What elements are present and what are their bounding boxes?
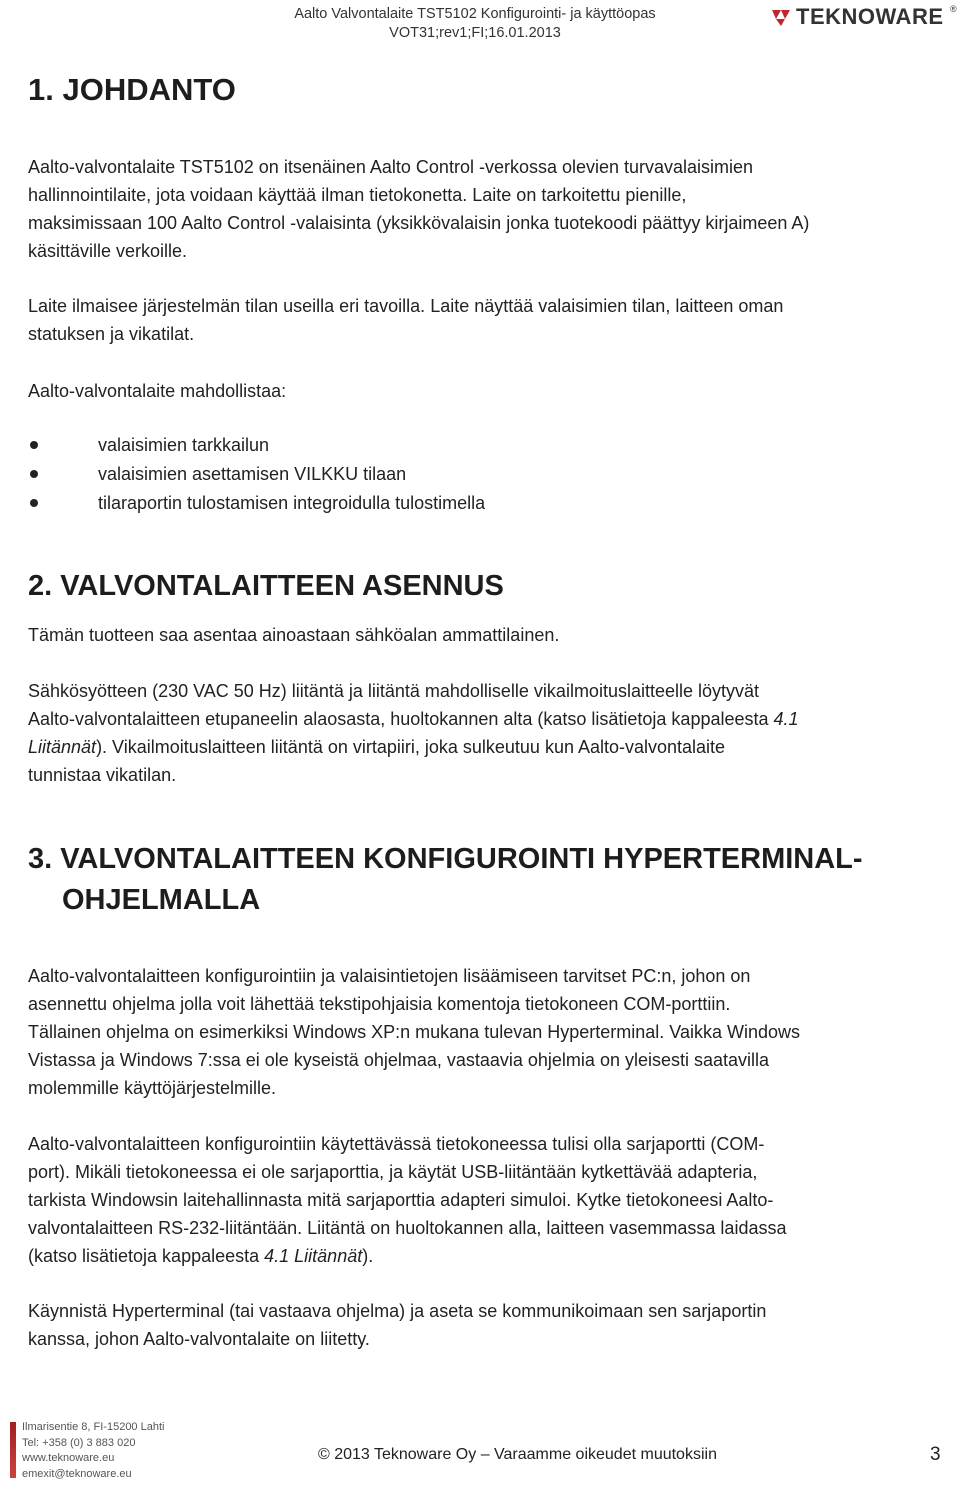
hyperterminal-paragraph-line: kanssa, johon Aalto-valvontalaite on liitetty. (28, 1329, 370, 1349)
teknoware-logo (768, 4, 958, 30)
config-paragraph-line: asennettu ohjelma jolla voit lähettää tekstipohjaisia komentoja tietokoneen COM-porttiin. (28, 994, 731, 1014)
intro-paragraph-line: hallinnointilaite, jota voidaan käyttää ilman tietokonetta. Laite on tarkoitettu pienille, (28, 185, 687, 205)
section-reference: 4.1 (773, 709, 799, 729)
list-item-text: valaisimien tarkkailun (98, 435, 270, 455)
section-1-heading: 1. JOHDANTO (28, 72, 236, 107)
section-2-heading: 2. VALVONTALAITTEEN ASENNUS (28, 570, 504, 602)
bullet-icon (30, 470, 38, 478)
serial-port-paragraph-line: valvontalaitteen RS-232-liitäntään. Liitäntä on huoltokannen alla, laitteen vasemmassa laidassa (28, 1218, 787, 1238)
document-title: Aalto Valvontalaite TST5102 Konfigurointi- ja käyttöopas (294, 6, 656, 22)
installation-paragraph-line: tunnistaa vikatilan. (28, 765, 177, 785)
section-reference: 4.1 Liitännät (264, 1246, 363, 1266)
status-paragraph-line: statuksen ja vikatilat. (28, 324, 195, 344)
status-paragraph-line: Laite ilmaisee järjestelmän tilan useilla eri tavoilla. Laite näyttää valaisimien tilan, laitteen oman (28, 296, 784, 316)
installation-paragraph-line: Sähkösyötteen (230 VAC 50 Hz) liitäntä ja liitäntä mahdolliselle vikailmoituslaitteelle löytyvät (28, 681, 760, 701)
intro-paragraph-line: käsittäville verkoille. (28, 241, 188, 261)
list-item-text: tilaraportin tulostamisen integroidulla tulostimella (98, 493, 486, 513)
bullet-icon (30, 441, 38, 449)
installation-paragraph-line: Liitännät). Vikailmoituslaitteen liitäntä on virtapiiri, joka sulkeutuu kun Aalto-valvontalaite (28, 737, 726, 757)
registered-mark: ® (950, 4, 957, 14)
address-accent-bar (10, 1422, 16, 1478)
intro-paragraph-line: maksimissaan 100 Aalto Control -valaisinta (yksikkövalaisin jonka tuotekoodi päättyy kirjaimeen A) (28, 213, 810, 233)
intro-paragraph-line: Aalto-valvontalaite TST5102 on itsenäinen Aalto Control -verkossa olevien turvavalaisimien (28, 157, 754, 177)
config-paragraph-line: Vistassa ja Windows 7:ssa ei ole kyseistä ohjelmaa, vastaavia ohjelmia on yleisesti saatavilla (28, 1050, 770, 1070)
features-intro: Aalto-valvontalaite mahdollistaa: (28, 381, 287, 401)
logo-text: TEKNOWARE (796, 4, 944, 29)
serial-port-paragraph-line: tarkista Windowsin laitehallinnasta mitä sarjaporttia adapteri simuloi. Kytke tietokoneesi Aalto- (28, 1190, 774, 1210)
section-3-heading: 3. VALVONTALAITTEEN KONFIGUROINTI HYPERTERMINAL- (28, 843, 863, 875)
config-paragraph-line: Aalto-valvontalaitteen konfigurointiin ja valaisintietojen lisäämiseen tarvitset PC:n, johon on (28, 966, 751, 986)
bullet-icon (30, 499, 38, 507)
list-item-text: valaisimien asettamisen VILKKU tilaan (98, 464, 407, 484)
config-paragraph-line: Tällainen ohjelma on esimerkiksi Windows XP:n mukana tulevan Hyperterminal. Vaikka Windows (28, 1022, 800, 1042)
copyright-notice: © 2013 Teknoware Oy – Varaamme oikeudet muutoksiin (318, 1446, 717, 1463)
page-number: 3 (930, 1444, 941, 1465)
installation-paragraph-line: Aalto-valvontalaitteen etupaneelin alaosasta, huoltokannen alta (katso lisätietoja kappaleesta 4.1 (28, 709, 799, 729)
serial-port-paragraph-line: port). Mikäli tietokoneessa ei ole sarjaporttia, ja käytät USB-liitäntään kytkettävää adapteria, (28, 1162, 758, 1182)
teknoware-logo-mark-icon (768, 6, 794, 30)
serial-port-paragraph-line: (katso lisätietoja kappaleesta 4.1 Liitännät). (28, 1246, 374, 1266)
hyperterminal-paragraph-line: Käynnistä Hyperterminal (tai vastaava ohjelma) ja aseta se kommunikoimaan sen sarjaportin (28, 1301, 767, 1321)
serial-port-paragraph-line: Aalto-valvontalaitteen konfigurointiin käytettävässä tietokoneessa tulisi olla sarjaportti (COM- (28, 1134, 765, 1154)
section-3-heading-continued: OHJELMALLA (62, 884, 261, 916)
installation-notice: Tämän tuotteen saa asentaa ainoastaan sähköalan ammattilainen. (28, 625, 560, 645)
document-version: VOT31;rev1;FI;16.01.2013 (389, 25, 561, 41)
section-reference: Liitännät (28, 737, 97, 757)
config-paragraph-line: molemmille käyttöjärjestelmille. (28, 1078, 277, 1098)
company-address: Ilmarisentie 8, FI-15200 Lahti Tel: +358 (0) 3 883 020 www.teknoware.eu emexit@teknoware.eu (22, 1421, 165, 1480)
